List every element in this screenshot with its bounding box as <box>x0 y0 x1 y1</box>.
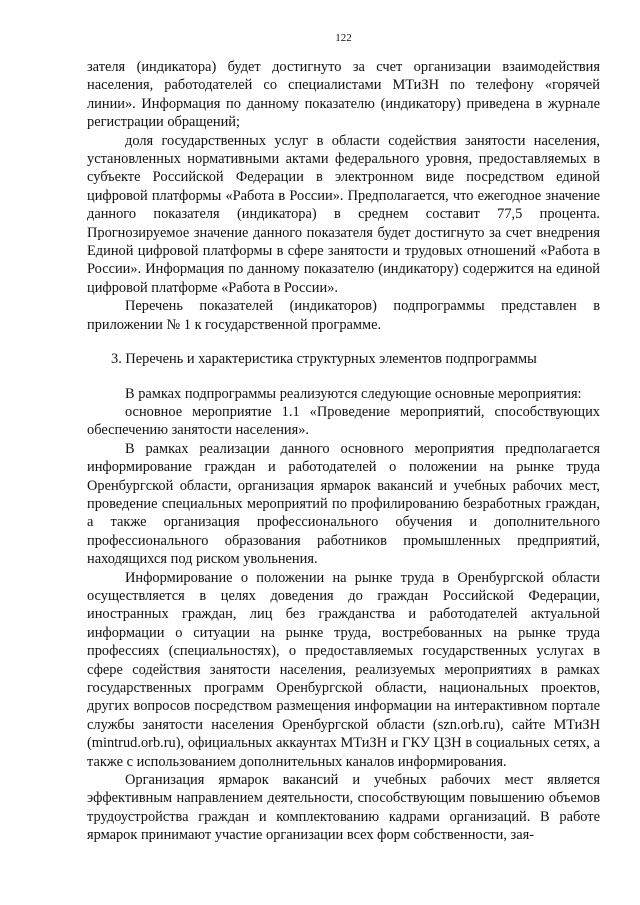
document-body <box>87 58 600 845</box>
section-heading: 3. Перечень и характеристика структурных элементов подпрограммы <box>111 351 537 368</box>
paragraph-digital-services-indicator: доля государственных услуг в области содействия занятости населения, установленных нормативными актами федерального уровня, предоставляемых в субъекте Российской Федерации в электронном виде посредством единой цифровой платформы «Работа в России». Предполагается, что ежегодное значение данного показателя (индикатора) в среднем составит 77,5 процента. Прогнозируемое значение данного показателя будет достигнуто за счет внедрения Единой цифровой платформы в сфере занятости и трудовых отношений «Работа в России». Информация по данному показателю (индикатору) содержится на единой цифровой платформе «Работа в России». <box>87 132 600 296</box>
paragraph-indicators-list: Перечень показателей (индикаторов) подпрограммы представлен в приложении № 1 к государственной программе. <box>87 298 600 333</box>
paragraph-main-activities-intro: В рамках подпрограммы реализуются следующие основные мероприятия: <box>125 385 582 402</box>
page-number: 122 <box>335 32 352 44</box>
paragraph-continuation: зателя (индикатора) будет достигнуто за счет организации взаимодействия населения, работодателей со специалистами МТиЗН по телефону «горячей линии». Информация по данному показателю (индикатору) приведена в журнале регистрации обращений; <box>87 59 600 131</box>
paragraph-main-activity-1-1: основное мероприятие 1.1 «Проведение мероприятий, способствующих обеспечению занятости населения». <box>87 403 600 439</box>
paragraph-activity-scope: В рамках реализации данного основного мероприятия предполагается информирование граждан и работодателей о положении на рынке труда Оренбургской области, организация ярмарок вакансий и учебных рабочих мест, проведение специальных мероприятий по профилированию безработных граждан, а также организация профессионального обучения и дополнительного профессионального образования работников промышленных предприятий, находящихся под риском увольнения. <box>87 440 600 568</box>
paragraph-job-fairs: Организация ярмарок вакансий и учебных рабочих мест является эффективным направлением деятельности, способствующим повышению объемов трудоустройства граждан и комплектованию кадрами организаций. В работе ярмарок принимают участие организации всех форм собственности, зая- <box>87 772 600 844</box>
paragraph-labor-market-informing: Информирование о положении на рынке труда в Оренбургской области осуществляется в целях доведения до граждан Российской Федерации, иностранных граждан, лиц без гражданства и работодателей актуальной информации о ситуации на рынке труда, востребованных на рынке труда профессиях (специальностях), о предоставляемых государственных услугах в сфере содействия занятости населения, реализуемых мероприятиях в рамках государственных программ Оренбургской области, национальных проектов, других вопросов посредством размещения информации на интерактивном портале службы занятости населения Оренбургской области (szn.orb.ru), сайте МТиЗН (mintrud.orb.ru), официальных аккаунтах МТиЗН и ГКУ ЦЗН в социальных сетях, а также с использованием дополнительных каналов информирования. <box>87 569 600 770</box>
